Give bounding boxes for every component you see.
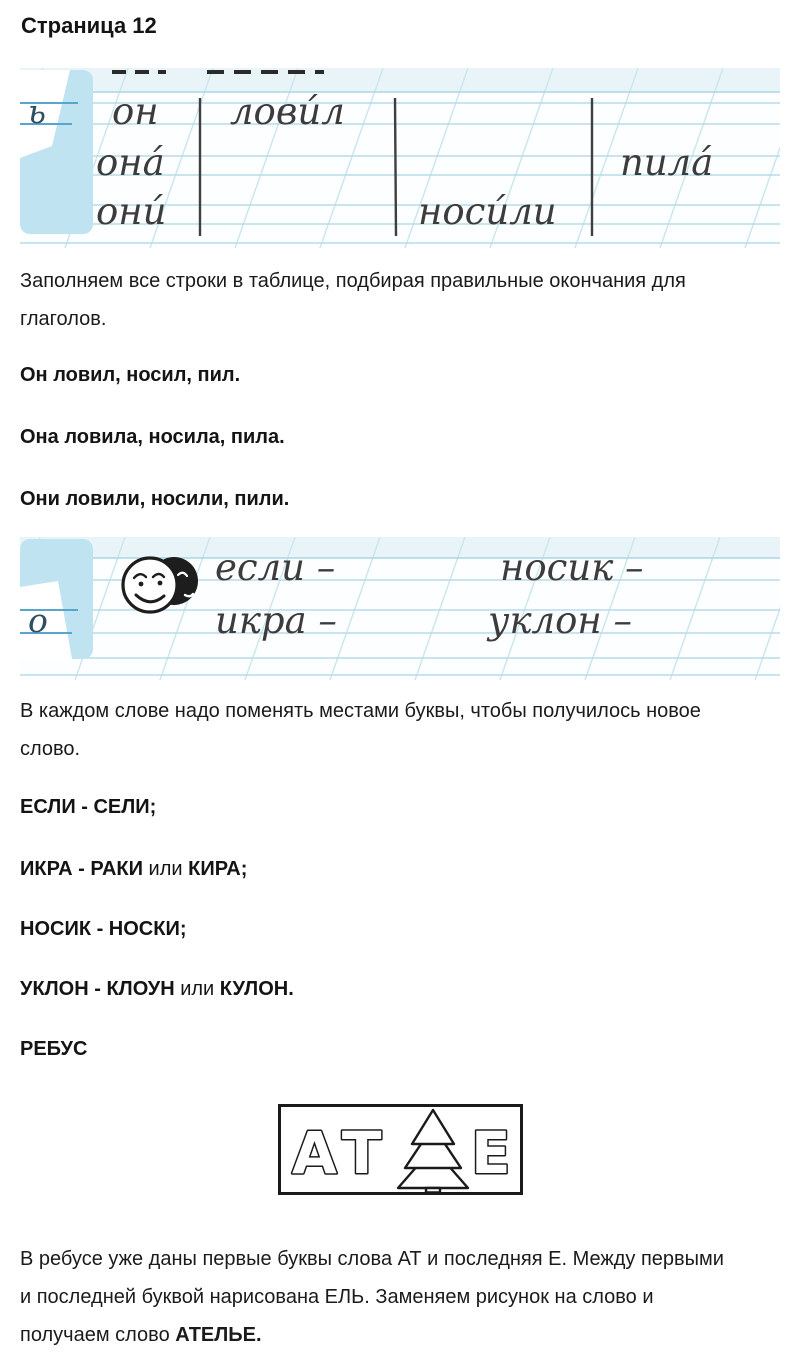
answer-носик-bold: НОСИК - НОСКИ; [20,918,187,940]
answer-verbs-он: Он ловил, носил, пил. [20,364,241,386]
answer-уклон-bold2: КУЛОН. [219,978,294,1000]
workbook-image-1 [20,68,780,248]
answer-verbs-они: Они ловили, носили, пили. [20,488,290,510]
explanation-3-line2: и последней буквой нарисована ЕЛЬ. Заменяем рисунок на слово и [20,1286,654,1308]
answer-икра [20,857,782,881]
answer-если-bold: ЕСЛИ - СЕЛИ; [20,796,157,818]
notebook-page-1 [20,68,780,248]
margin-column [20,539,93,659]
margin-letter: ь [28,92,46,131]
explanation-1-line1: Заполняем все строки в таблице, подбирая правильные окончания для [20,270,686,292]
hw-pronoun-она: она́ [96,141,165,184]
hw-word-икра: икра – [215,599,337,642]
paper-top-band [20,537,780,558]
answer-икра-or: или [143,858,189,880]
hw-word-если: если – [215,546,336,589]
margin-column [20,70,93,234]
hw-verb-ловил: лови́л [230,90,345,133]
rebus-letter-Е: Е [471,1119,516,1187]
answer-если [20,795,782,819]
explanation-3-line3 [20,1316,782,1354]
hw-pronoun-они: они́ [96,190,167,233]
rebus-letters-АТ: АТ [292,1119,387,1187]
answer-уклон-or: или [174,978,220,1000]
rebus-heading: РЕБУС [20,1038,88,1060]
explanation-1 [20,262,782,338]
explanation-3-line1: В ребусе уже даны первые буквы слова АТ и последняя Е. Между первыми [20,1248,724,1270]
explanation-2-line1: В каждом слове надо поменять местами буквы, чтобы получилось новое [20,700,701,722]
page-title: Страница 12 [21,13,157,38]
explanation-3-tail: получаем слово [20,1324,176,1346]
explanation-1-line2: глаголов. [20,308,107,330]
rebus-image [278,1104,523,1195]
answer-икра-bold1: ИКРА - РАКИ [20,858,143,880]
explanation-3 [20,1240,782,1354]
hw-pronoun-он: он [112,90,159,133]
answer-verbs-она: Она ловила, носила, пила. [20,426,285,448]
workbook-image-2 [20,537,780,680]
hw-verb-носили: носи́ли [418,190,557,233]
answer-икра-bold2: КИРА; [188,858,248,880]
answer-уклон [20,977,782,1001]
notebook-page-2 [20,537,780,680]
final-answer-ателье: АТЕЛЬЕ. [175,1324,262,1346]
explanation-2 [20,692,782,768]
hw-word-уклон: уклон – [488,599,633,642]
paper-top-band [20,68,780,92]
hw-verb-пила: пила́ [620,141,714,184]
answer-носик [20,917,782,941]
explanation-2-line2: слово. [20,738,81,760]
answer-уклон-bold1: УКЛОН - КЛОУН [20,978,175,1000]
margin-letter: о [28,601,48,640]
hw-word-носик: носик – [500,546,644,589]
rebus-drawing [278,1104,523,1195]
